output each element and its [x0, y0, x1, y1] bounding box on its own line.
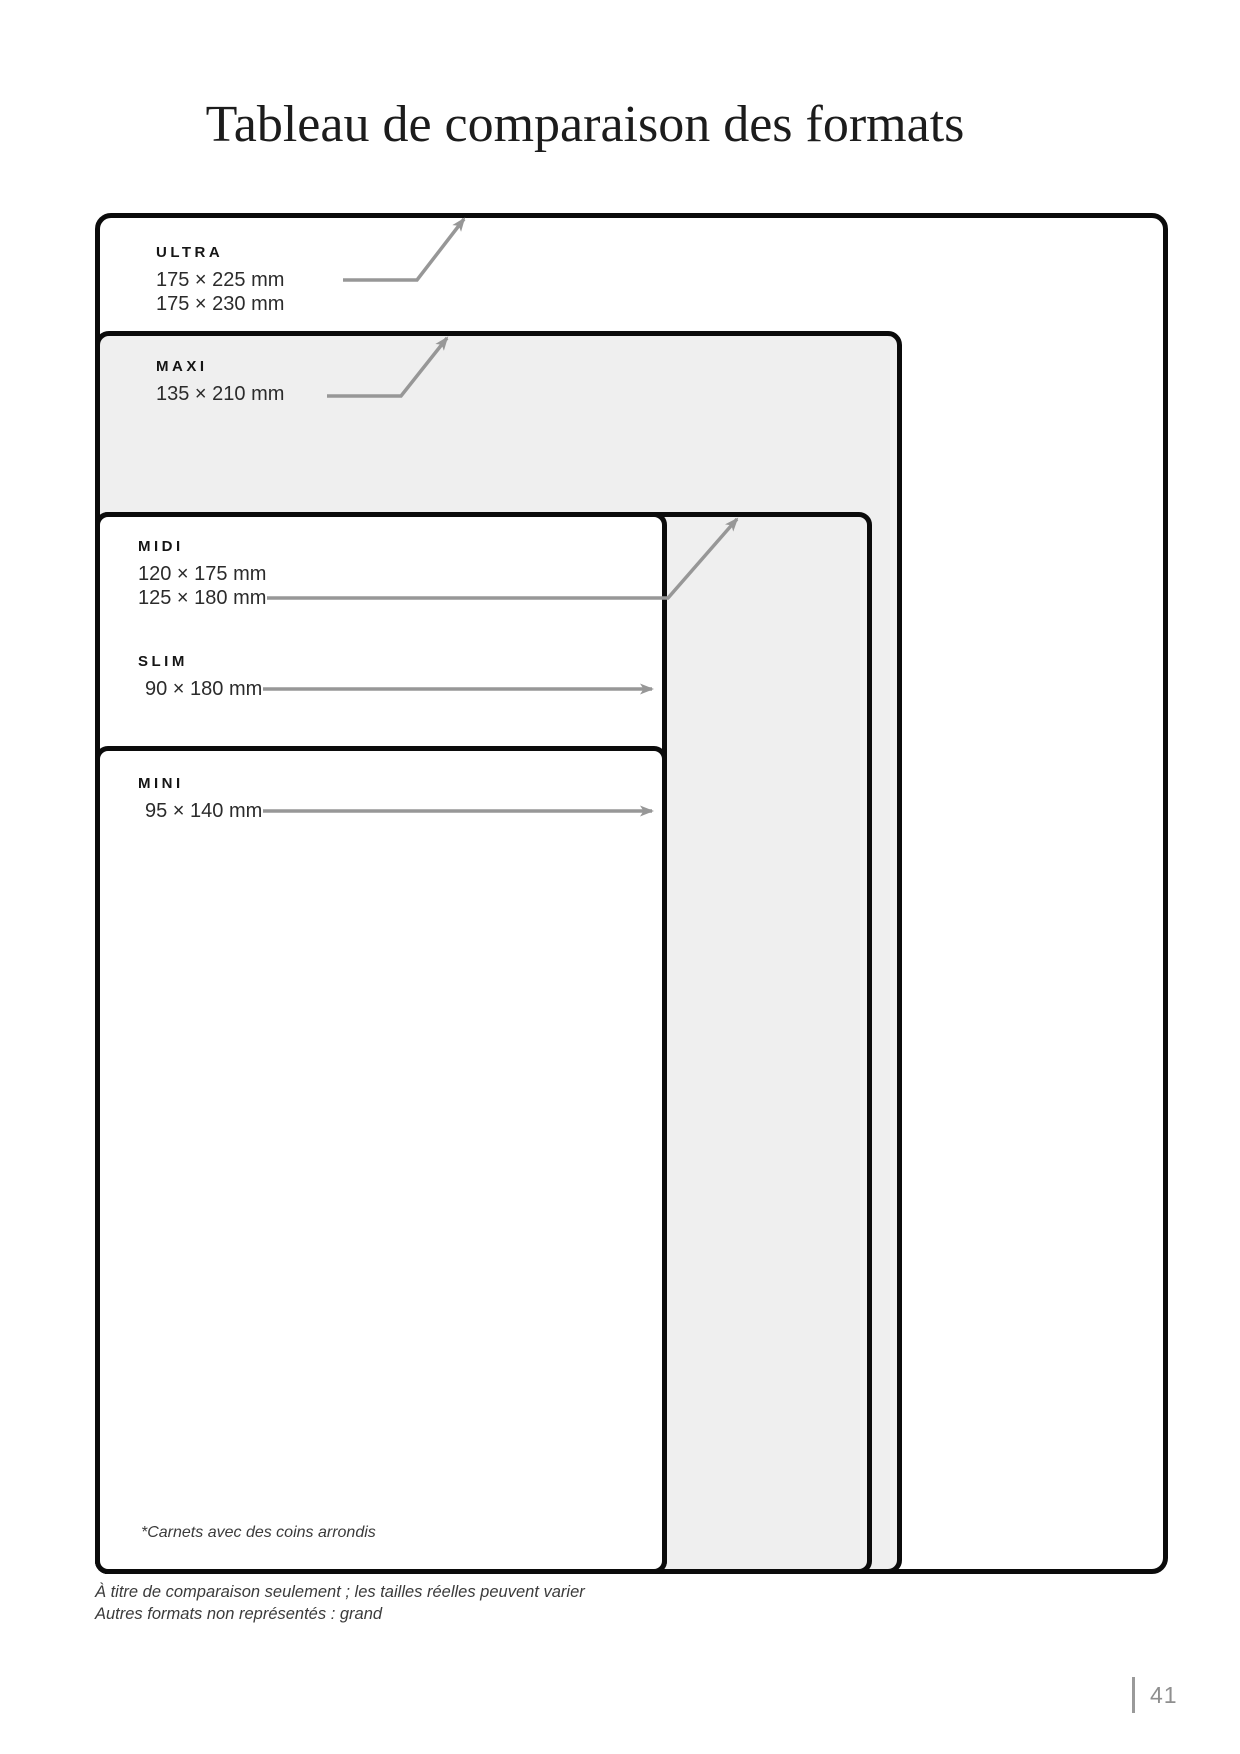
format-name-ultra: ULTRA: [156, 244, 224, 261]
format-label-group-midi: [138, 538, 266, 610]
page-number: 41: [1150, 1681, 1178, 1708]
page-number-divider: [1132, 1677, 1135, 1713]
format-box-mini: [95, 746, 667, 1574]
format-label-group-maxi: [156, 358, 284, 406]
format-label-group-mini: [138, 775, 262, 823]
format-label-group-ultra: [156, 244, 284, 316]
format-label-group-slim: [138, 653, 262, 701]
format-name-slim: SLIM: [138, 653, 188, 670]
format-dimension: 175 × 225 mm: [156, 269, 285, 291]
rounded-corners-note: *Carnets avec des coins arrondis: [141, 1524, 376, 1541]
footnote-line-2: Autres formats non représentés : grand: [95, 1604, 383, 1623]
format-dimension: 175 × 230 mm: [156, 293, 285, 315]
format-dimension: 120 × 175 mm: [138, 563, 267, 585]
format-dimension: 90 × 180 mm: [145, 678, 263, 700]
footnote-line-1: À titre de comparaison seulement ; les tailles réelles peuvent varier: [95, 1583, 585, 1601]
footnotes: [95, 1582, 585, 1625]
format-name-midi: MIDI: [138, 538, 184, 555]
format-name-maxi: MAXI: [156, 358, 208, 375]
format-name-mini: MINI: [138, 775, 184, 792]
format-dimension: 125 × 180 mm: [138, 587, 267, 609]
page-number-block: [1132, 1677, 1178, 1713]
page-title: Tableau de comparaison des formats: [205, 96, 965, 153]
format-dimension: 135 × 210 mm: [156, 383, 285, 405]
format-dimension: 95 × 140 mm: [145, 800, 263, 822]
